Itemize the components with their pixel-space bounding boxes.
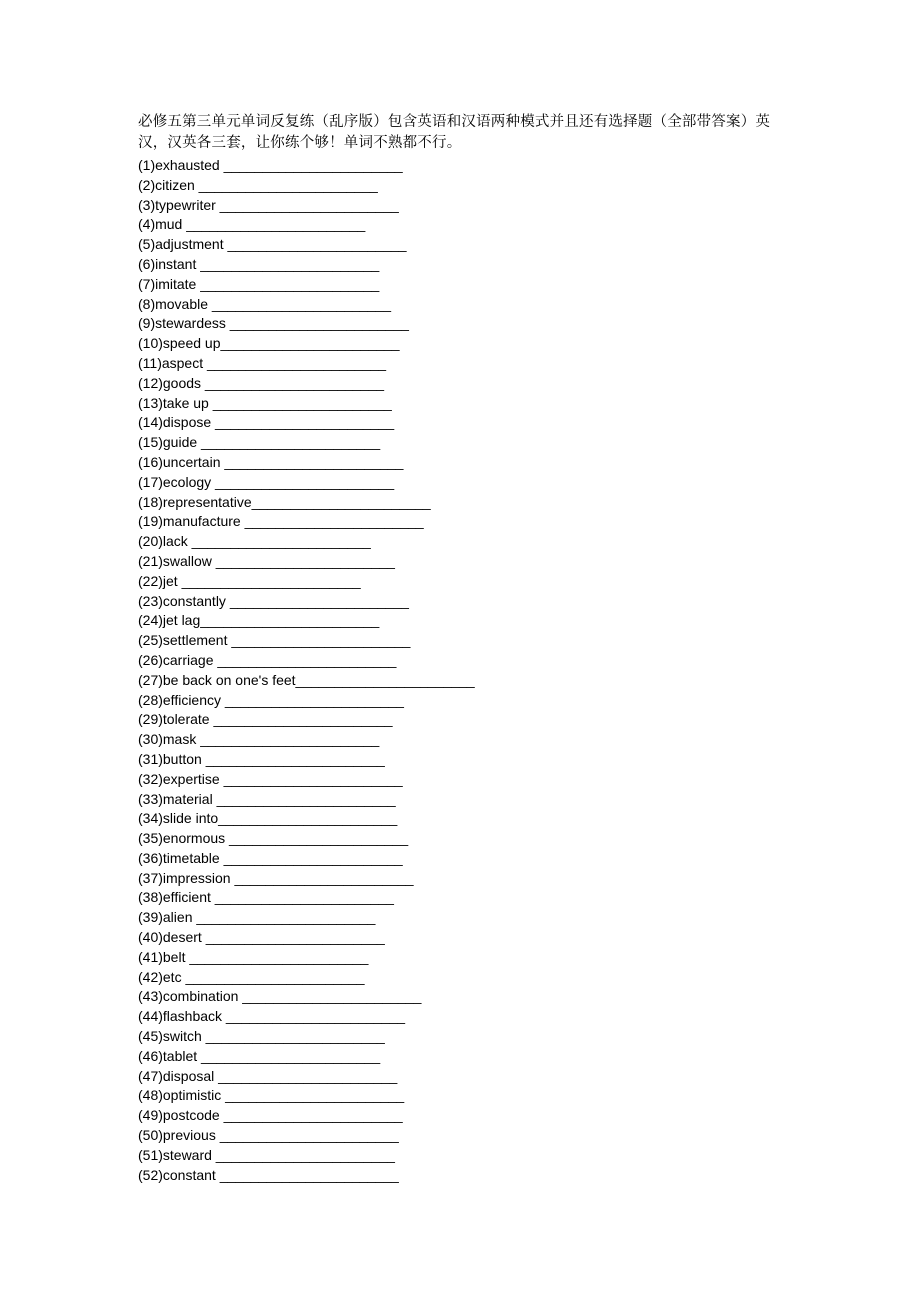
vocab-item: (12)goods _______________________ xyxy=(138,374,385,391)
vocab-item: (40)desert _______________________ xyxy=(138,929,385,946)
vocab-item: (4)mud _______________________ xyxy=(138,216,366,233)
vocab-item: (41)belt _______________________ xyxy=(138,948,369,965)
vocab-item: (24)jet lag_______________________ xyxy=(138,612,380,629)
vocab-item: (9)stewardess _______________________ xyxy=(138,315,409,332)
vocab-item: (35)enormous _______________________ xyxy=(138,830,409,847)
vocab-item: (37)impression _______________________ xyxy=(138,869,414,886)
vocab-item: (51)steward _______________________ xyxy=(138,1146,395,1163)
vocab-item: (21)swallow _______________________ xyxy=(138,552,395,569)
vocab-item: (7)imitate _______________________ xyxy=(138,275,380,292)
document-page xyxy=(138,112,790,1185)
vocab-item: (17)ecology _______________________ xyxy=(138,473,395,490)
vocab-item: (13)take up _______________________ xyxy=(138,394,392,411)
vocab-item: (20)lack _______________________ xyxy=(138,533,371,550)
vocab-item: (1)exhausted _______________________ xyxy=(138,157,403,173)
vocab-item: (31)button _______________________ xyxy=(138,750,385,767)
vocab-item: (48)optimistic _______________________ xyxy=(138,1087,405,1104)
document-title: 必修五第三单元单词反复练（乱序版）包含英语和汉语两种模式并且还有选择题（全部带答案）英汉，汉英各三套，让你练个够！单词不熟都不行。 xyxy=(138,114,771,151)
vocab-item: (46)tablet _______________________ xyxy=(138,1047,381,1064)
vocab-item: (10)speed up_______________________ xyxy=(138,335,400,352)
vocab-item: (6)instant _______________________ xyxy=(138,255,380,272)
vocab-item: (42)etc _______________________ xyxy=(138,968,365,985)
vocab-item: (2)citizen _______________________ xyxy=(138,176,378,193)
vocab-item: (22)jet _______________________ xyxy=(138,572,361,589)
vocab-item: (3)typewriter _______________________ xyxy=(138,196,399,213)
vocab-item: (15)guide _______________________ xyxy=(138,434,381,451)
vocab-item: (27)be back on one's feet_______________________ xyxy=(138,671,475,688)
vocab-item: (52)constant _______________________ xyxy=(138,1166,399,1183)
vocab-list xyxy=(138,156,790,1185)
vocab-item: (49)postcode _______________________ xyxy=(138,1107,403,1124)
vocab-item: (44)flashback _______________________ xyxy=(138,1008,406,1025)
vocab-item: (11)aspect _______________________ xyxy=(138,354,387,371)
vocab-item: (19)manufacture _______________________ xyxy=(138,513,424,530)
vocab-item: (34)slide into_______________________ xyxy=(138,810,398,827)
vocab-item: (16)uncertain _______________________ xyxy=(138,453,404,470)
vocab-item: (47)disposal _______________________ xyxy=(138,1067,398,1084)
vocab-item: (23)constantly _______________________ xyxy=(138,592,409,609)
vocab-item: (26)carriage _______________________ xyxy=(138,651,397,668)
vocab-item: (43)combination _______________________ xyxy=(138,988,422,1005)
vocab-item: (33)material _______________________ xyxy=(138,790,396,807)
vocab-item: (30)mask _______________________ xyxy=(138,731,380,748)
vocab-item: (29)tolerate _______________________ xyxy=(138,711,393,728)
vocab-item: (32)expertise _______________________ xyxy=(138,770,403,787)
vocab-item: (36)timetable _______________________ xyxy=(138,849,403,866)
vocab-item: (5)adjustment _______________________ xyxy=(138,236,407,253)
vocab-item: (14)dispose _______________________ xyxy=(138,414,395,431)
vocab-item: (18)representative_______________________ xyxy=(138,493,431,510)
vocab-item: (45)switch _______________________ xyxy=(138,1028,385,1045)
vocab-item: (39)alien _______________________ xyxy=(138,909,376,926)
vocab-item: (25)settlement _______________________ xyxy=(138,632,411,649)
vocab-item: (8)movable _______________________ xyxy=(138,295,391,312)
vocab-item: (50)previous _______________________ xyxy=(138,1127,399,1144)
vocab-item: (38)efficient _______________________ xyxy=(138,889,394,906)
vocab-item: (28)efficiency _______________________ xyxy=(138,691,404,708)
